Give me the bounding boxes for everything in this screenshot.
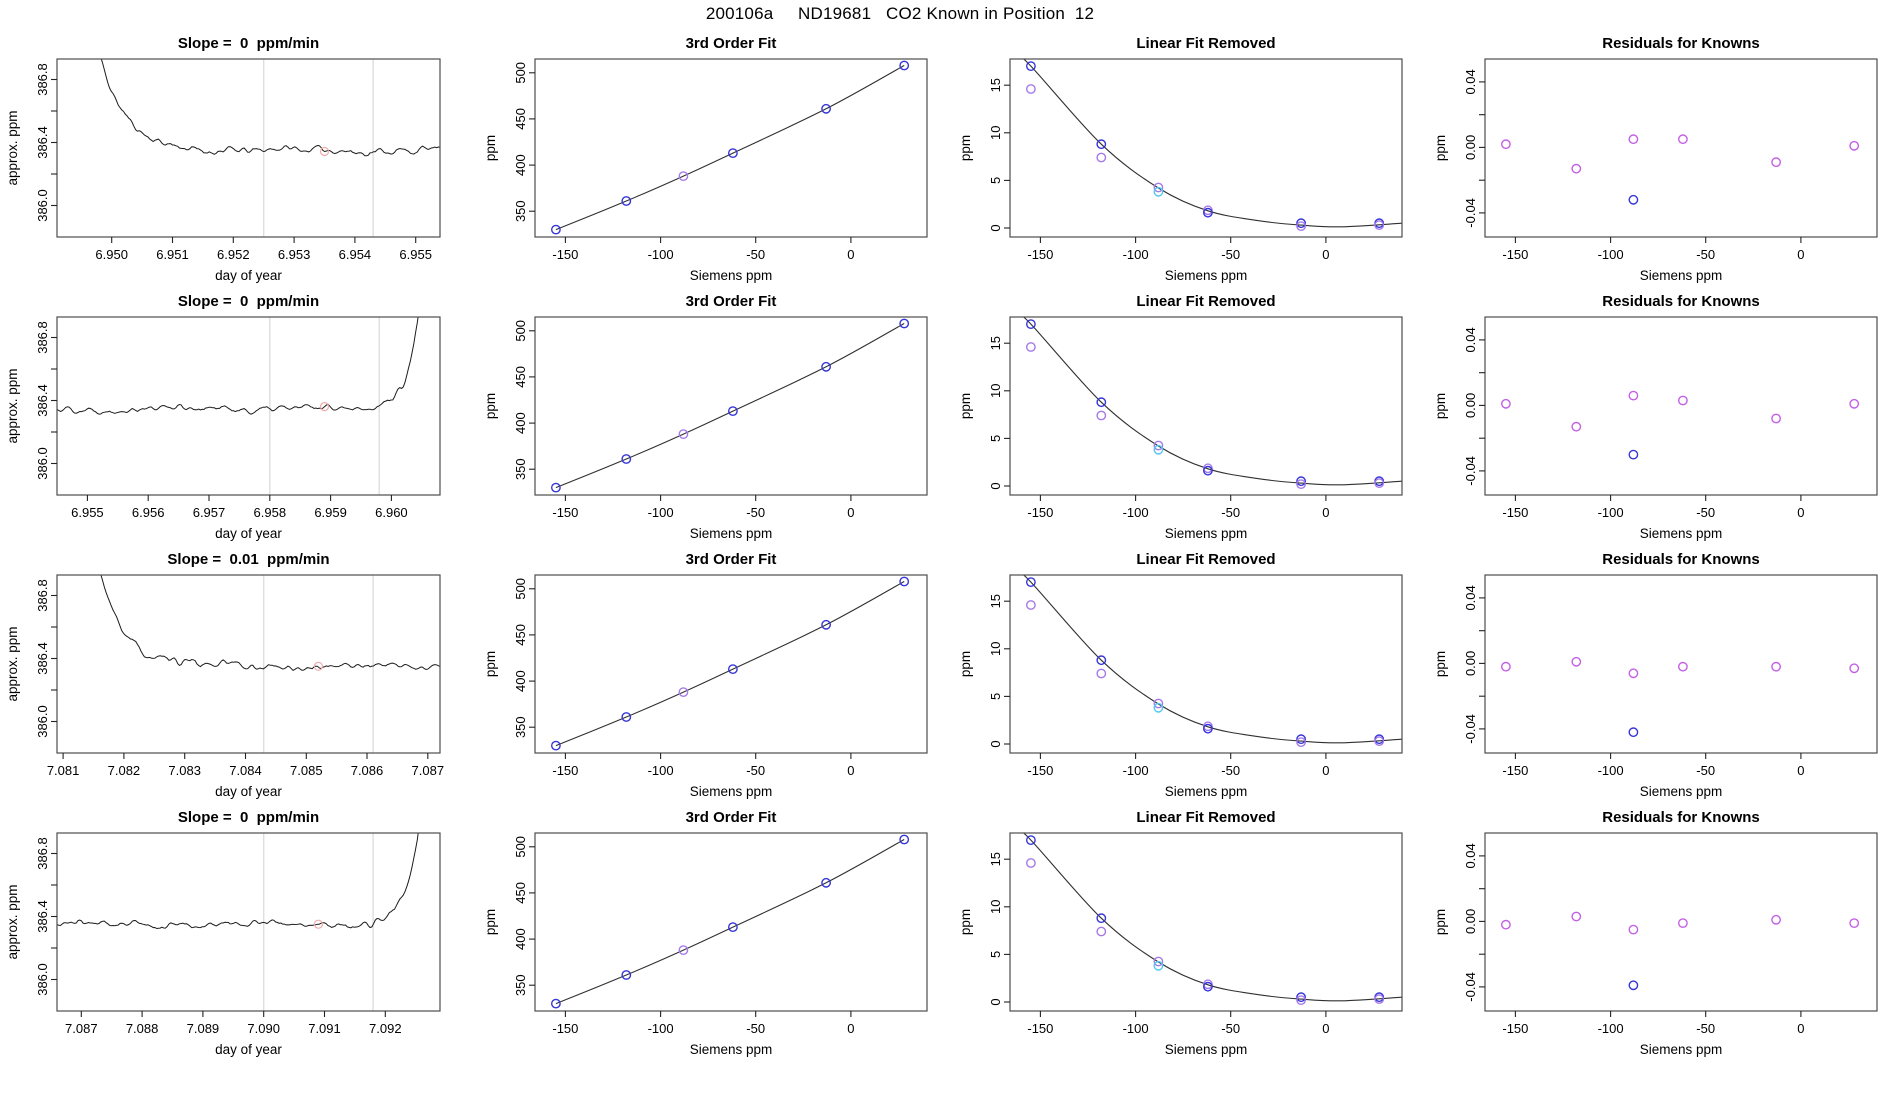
- svg-text:-150: -150: [1502, 505, 1529, 520]
- svg-text:15: 15: [988, 335, 1003, 351]
- svg-text:500: 500: [513, 835, 528, 858]
- svg-text:Residuals for Knowns: Residuals for Knowns: [1602, 809, 1760, 826]
- svg-text:0: 0: [988, 740, 1003, 748]
- svg-text:386.8: 386.8: [35, 837, 50, 870]
- svg-text:350: 350: [513, 974, 528, 997]
- svg-text:approx. ppm: approx. ppm: [5, 884, 20, 960]
- trace-panel-row1: [0, 30, 475, 288]
- svg-text:0.00: 0.00: [1463, 908, 1478, 935]
- svg-text:10: 10: [988, 899, 1003, 915]
- svg-text:approx. ppm: approx. ppm: [5, 368, 20, 444]
- residuals-panel-row4: [1425, 804, 1900, 1062]
- svg-text:-150: -150: [1027, 1021, 1054, 1036]
- svg-text:Linear Fit Removed: Linear Fit Removed: [1136, 809, 1276, 826]
- svg-text:Siemens ppm: Siemens ppm: [689, 526, 773, 541]
- svg-text:Slope = 0.01 ppm/min: Slope = 0.01 ppm/min: [167, 551, 330, 568]
- svg-text:6.954: 6.954: [338, 247, 372, 262]
- svg-text:10: 10: [988, 125, 1003, 141]
- svg-text:-50: -50: [746, 247, 766, 262]
- svg-text:350: 350: [513, 200, 528, 223]
- svg-text:386.0: 386.0: [35, 963, 50, 996]
- svg-text:-150: -150: [1502, 1021, 1529, 1036]
- svg-text:-100: -100: [647, 247, 674, 262]
- svg-text:Siemens ppm: Siemens ppm: [1639, 526, 1723, 541]
- svg-text:7.092: 7.092: [369, 1021, 402, 1036]
- svg-text:450: 450: [513, 882, 528, 904]
- svg-text:400: 400: [513, 928, 528, 950]
- svg-text:ppm: ppm: [958, 392, 973, 420]
- svg-text:-50: -50: [1696, 763, 1716, 778]
- svg-text:Residuals for Knowns: Residuals for Knowns: [1602, 551, 1760, 568]
- svg-text:400: 400: [513, 670, 528, 692]
- svg-text:0.04: 0.04: [1463, 327, 1478, 353]
- svg-text:10: 10: [988, 383, 1003, 399]
- svg-text:Siemens ppm: Siemens ppm: [1164, 1042, 1248, 1057]
- svg-text:6.955: 6.955: [399, 247, 432, 262]
- svg-text:0: 0: [1322, 763, 1330, 778]
- svg-text:0: 0: [988, 998, 1003, 1006]
- svg-text:6.959: 6.959: [314, 505, 347, 520]
- svg-text:6.952: 6.952: [217, 247, 250, 262]
- svg-text:-150: -150: [1027, 247, 1054, 262]
- svg-text:350: 350: [513, 458, 528, 481]
- svg-text:-150: -150: [1502, 763, 1529, 778]
- svg-text:-100: -100: [647, 763, 674, 778]
- svg-text:0: 0: [1322, 247, 1330, 262]
- svg-text:-50: -50: [1221, 505, 1241, 520]
- svg-text:386.4: 386.4: [35, 384, 50, 417]
- svg-text:-100: -100: [1597, 505, 1624, 520]
- svg-text:-50: -50: [1221, 1021, 1241, 1036]
- svg-text:Residuals for Knowns: Residuals for Knowns: [1602, 293, 1760, 310]
- svg-text:ppm: ppm: [483, 392, 498, 420]
- svg-text:-150: -150: [1027, 763, 1054, 778]
- svg-text:-100: -100: [1122, 1021, 1149, 1036]
- svg-text:Siemens ppm: Siemens ppm: [1164, 526, 1248, 541]
- svg-text:386.8: 386.8: [35, 63, 50, 96]
- svg-text:Slope = 0 ppm/min: Slope = 0 ppm/min: [177, 293, 320, 310]
- svg-text:450: 450: [513, 366, 528, 388]
- svg-text:0: 0: [1322, 1021, 1330, 1036]
- svg-text:-150: -150: [552, 247, 579, 262]
- svg-text:386.8: 386.8: [35, 579, 50, 612]
- third-order-fit-panel-row3: [475, 546, 950, 804]
- svg-text:400: 400: [513, 412, 528, 434]
- svg-text:450: 450: [513, 108, 528, 130]
- svg-text:5: 5: [988, 176, 1003, 185]
- linear-fit-removed-panel-row4: [950, 804, 1425, 1062]
- svg-text:0.00: 0.00: [1463, 650, 1478, 677]
- svg-text:386.8: 386.8: [35, 321, 50, 354]
- svg-text:-100: -100: [1597, 763, 1624, 778]
- svg-text:5: 5: [988, 692, 1003, 701]
- third-order-fit-panel-row1: [475, 30, 950, 288]
- svg-text:-50: -50: [1696, 505, 1716, 520]
- svg-text:15: 15: [988, 593, 1003, 609]
- svg-text:386.4: 386.4: [35, 126, 50, 159]
- svg-text:6.951: 6.951: [156, 247, 189, 262]
- svg-text:10: 10: [988, 641, 1003, 657]
- svg-text:0.00: 0.00: [1463, 134, 1478, 161]
- svg-text:15: 15: [988, 77, 1003, 93]
- svg-text:-150: -150: [552, 1021, 579, 1036]
- svg-text:7.088: 7.088: [125, 1021, 159, 1036]
- svg-text:-100: -100: [647, 1021, 674, 1036]
- svg-text:-100: -100: [1597, 247, 1624, 262]
- svg-text:500: 500: [513, 577, 528, 600]
- svg-text:-50: -50: [746, 505, 766, 520]
- svg-text:Residuals for Knowns: Residuals for Knowns: [1602, 35, 1760, 52]
- svg-text:0: 0: [988, 224, 1003, 232]
- svg-text:0: 0: [1322, 505, 1330, 520]
- svg-text:386.4: 386.4: [35, 900, 50, 933]
- svg-text:7.084: 7.084: [229, 763, 262, 778]
- svg-text:Siemens ppm: Siemens ppm: [1639, 1042, 1723, 1057]
- svg-text:ppm: ppm: [483, 134, 498, 162]
- svg-text:6.957: 6.957: [192, 505, 226, 520]
- svg-text:-100: -100: [1597, 1021, 1624, 1036]
- linear-fit-removed-panel-row1: [950, 30, 1425, 288]
- third-order-fit-panel-row2: [475, 288, 950, 546]
- svg-text:-50: -50: [1696, 247, 1716, 262]
- svg-text:ppm: ppm: [1433, 134, 1448, 162]
- svg-text:ppm: ppm: [958, 908, 973, 936]
- svg-text:-150: -150: [1027, 505, 1054, 520]
- svg-text:5: 5: [988, 950, 1003, 959]
- svg-text:day of year: day of year: [215, 268, 282, 283]
- svg-text:7.090: 7.090: [247, 1021, 280, 1036]
- svg-text:approx. ppm: approx. ppm: [5, 626, 20, 702]
- svg-text:0: 0: [847, 247, 855, 262]
- svg-text:-150: -150: [552, 505, 579, 520]
- svg-text:day of year: day of year: [215, 1042, 282, 1057]
- svg-text:0: 0: [1797, 1021, 1805, 1036]
- svg-text:Linear Fit Removed: Linear Fit Removed: [1136, 551, 1276, 568]
- svg-text:Slope = 0 ppm/min: Slope = 0 ppm/min: [177, 809, 320, 826]
- svg-text:7.081: 7.081: [46, 763, 80, 778]
- residuals-panel-row1: [1425, 30, 1900, 288]
- svg-text:-100: -100: [1122, 247, 1149, 262]
- svg-text:Linear Fit Removed: Linear Fit Removed: [1136, 35, 1276, 52]
- svg-text:-50: -50: [746, 763, 766, 778]
- svg-text:ppm: ppm: [1433, 392, 1448, 420]
- residuals-panel-row2: [1425, 288, 1900, 546]
- svg-text:7.085: 7.085: [290, 763, 323, 778]
- svg-text:500: 500: [513, 61, 528, 84]
- svg-text:0: 0: [1797, 763, 1805, 778]
- svg-text:Linear Fit Removed: Linear Fit Removed: [1136, 293, 1276, 310]
- svg-text:approx. ppm: approx. ppm: [5, 110, 20, 186]
- svg-text:6.955: 6.955: [71, 505, 104, 520]
- residuals-panel-row3: [1425, 546, 1900, 804]
- svg-text:6.960: 6.960: [375, 505, 408, 520]
- svg-text:0.04: 0.04: [1463, 585, 1478, 611]
- svg-text:ppm: ppm: [483, 650, 498, 678]
- svg-text:6.958: 6.958: [253, 505, 287, 520]
- svg-text:6.950: 6.950: [95, 247, 128, 262]
- svg-text:0.04: 0.04: [1463, 69, 1478, 95]
- svg-text:0: 0: [1797, 247, 1805, 262]
- svg-text:Siemens ppm: Siemens ppm: [689, 1042, 773, 1057]
- svg-text:7.086: 7.086: [350, 763, 384, 778]
- trace-panel-row3: [0, 546, 475, 804]
- svg-text:7.087: 7.087: [65, 1021, 98, 1036]
- svg-text:6.956: 6.956: [131, 505, 165, 520]
- svg-text:386.4: 386.4: [35, 642, 50, 675]
- svg-text:0.00: 0.00: [1463, 392, 1478, 419]
- svg-text:ppm: ppm: [1433, 650, 1448, 678]
- linear-fit-removed-panel-row2: [950, 288, 1425, 546]
- svg-text:day of year: day of year: [215, 526, 282, 541]
- svg-text:-0.04: -0.04: [1463, 972, 1478, 1002]
- svg-text:-100: -100: [647, 505, 674, 520]
- svg-text:0: 0: [847, 1021, 855, 1036]
- svg-text:Slope = 0 ppm/min: Slope = 0 ppm/min: [177, 35, 320, 52]
- linear-fit-removed-panel-row3: [950, 546, 1425, 804]
- svg-text:0.04: 0.04: [1463, 843, 1478, 869]
- svg-text:-0.04: -0.04: [1463, 198, 1478, 228]
- svg-text:3rd Order Fit: 3rd Order Fit: [685, 809, 777, 826]
- svg-text:386.0: 386.0: [35, 447, 50, 480]
- svg-text:0: 0: [1797, 505, 1805, 520]
- svg-text:450: 450: [513, 624, 528, 646]
- trace-panel-row2: [0, 288, 475, 546]
- svg-text:-150: -150: [1502, 247, 1529, 262]
- svg-text:6.953: 6.953: [277, 247, 311, 262]
- svg-text:-50: -50: [1221, 247, 1241, 262]
- svg-text:Siemens ppm: Siemens ppm: [689, 268, 773, 283]
- svg-text:-50: -50: [1696, 1021, 1716, 1036]
- main-title: 200106a ND19681 CO2 Known in Position 12: [705, 4, 1095, 23]
- svg-text:Siemens ppm: Siemens ppm: [689, 784, 773, 799]
- svg-text:ppm: ppm: [483, 908, 498, 936]
- svg-text:0: 0: [847, 763, 855, 778]
- svg-text:3rd Order Fit: 3rd Order Fit: [685, 35, 777, 52]
- svg-text:7.087: 7.087: [411, 763, 445, 778]
- svg-text:-50: -50: [1221, 763, 1241, 778]
- svg-text:5: 5: [988, 434, 1003, 443]
- svg-text:7.082: 7.082: [107, 763, 141, 778]
- svg-text:0: 0: [988, 482, 1003, 490]
- svg-text:3rd Order Fit: 3rd Order Fit: [685, 293, 777, 310]
- svg-text:-0.04: -0.04: [1463, 714, 1478, 744]
- trace-panel-row4: [0, 804, 475, 1062]
- svg-text:Siemens ppm: Siemens ppm: [1164, 268, 1248, 283]
- svg-text:350: 350: [513, 716, 528, 739]
- svg-text:ppm: ppm: [958, 650, 973, 678]
- svg-text:Siemens ppm: Siemens ppm: [1639, 268, 1723, 283]
- svg-text:-50: -50: [746, 1021, 766, 1036]
- svg-text:15: 15: [988, 851, 1003, 867]
- svg-text:3rd Order Fit: 3rd Order Fit: [685, 551, 777, 568]
- svg-text:400: 400: [513, 154, 528, 176]
- svg-text:7.083: 7.083: [168, 763, 201, 778]
- svg-text:-0.04: -0.04: [1463, 456, 1478, 486]
- svg-text:0: 0: [847, 505, 855, 520]
- third-order-fit-panel-row4: [475, 804, 950, 1062]
- svg-text:7.091: 7.091: [308, 1021, 341, 1036]
- svg-text:386.0: 386.0: [35, 189, 50, 222]
- svg-text:-100: -100: [1122, 505, 1149, 520]
- svg-text:Siemens ppm: Siemens ppm: [1164, 784, 1248, 799]
- svg-text:ppm: ppm: [1433, 908, 1448, 936]
- svg-text:ppm: ppm: [958, 134, 973, 162]
- svg-text:500: 500: [513, 319, 528, 342]
- svg-text:-100: -100: [1122, 763, 1149, 778]
- svg-text:day of year: day of year: [215, 784, 282, 799]
- svg-text:386.0: 386.0: [35, 705, 50, 738]
- svg-text:7.089: 7.089: [186, 1021, 220, 1036]
- svg-text:Siemens ppm: Siemens ppm: [1639, 784, 1723, 799]
- svg-text:-150: -150: [552, 763, 579, 778]
